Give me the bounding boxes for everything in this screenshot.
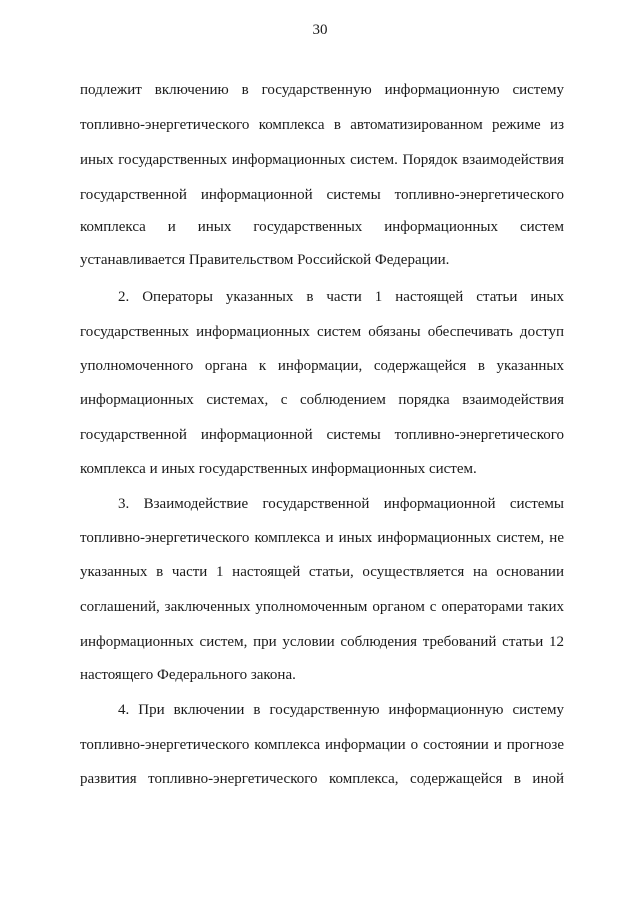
text-line: указанных в части 1 настоящей статьи, осуществляется на основании <box>80 564 564 580</box>
text-line: устанавливается Правительством Российской Федерации. <box>80 252 450 268</box>
text-line: подлежит включению в государственную информационную систему <box>80 82 564 98</box>
text-line: комплекса и иных государственных информационных систем. <box>80 461 477 477</box>
text-line: информационных системах, с соблюдением порядка взаимодействия <box>80 392 564 408</box>
text-line: развития топливно-энергетического комплекса, содержащейся в иной <box>80 771 564 787</box>
text-line: 2. Операторы указанных в части 1 настоящей статьи иных <box>118 289 564 305</box>
text-line: соглашений, заключенных уполномоченным органом с операторами таких <box>80 599 564 615</box>
text-line: топливно-энергетического комплекса и иных информационных систем, не <box>80 530 564 546</box>
text-line: иных государственных информационных систем. Порядок взаимодействия <box>80 152 564 168</box>
text-line: информационных систем, при условии соблюдения требований статьи 12 <box>80 634 564 650</box>
text-line: государственной информационной системы топливно-энергетического <box>80 427 564 443</box>
text-line: комплекса и иных государственных информационных систем <box>80 219 564 235</box>
text-line: топливно-энергетического комплекса в автоматизированном режиме из <box>80 117 564 133</box>
text-line: государственной информационной системы топливно-энергетического <box>80 187 564 203</box>
text-line: настоящего Федерального закона. <box>80 667 296 683</box>
text-line: уполномоченного органа к информации, содержащейся в указанных <box>80 358 564 374</box>
text-line: 4. При включении в государственную информационную систему <box>118 702 564 718</box>
text-line: топливно-энергетического комплекса информации о состоянии и прогнозе <box>80 737 564 753</box>
text-line: 3. Взаимодействие государственной информационной системы <box>118 496 564 512</box>
text-line: государственных информационных систем обязаны обеспечивать доступ <box>80 324 564 340</box>
page-number: 30 <box>312 22 328 38</box>
